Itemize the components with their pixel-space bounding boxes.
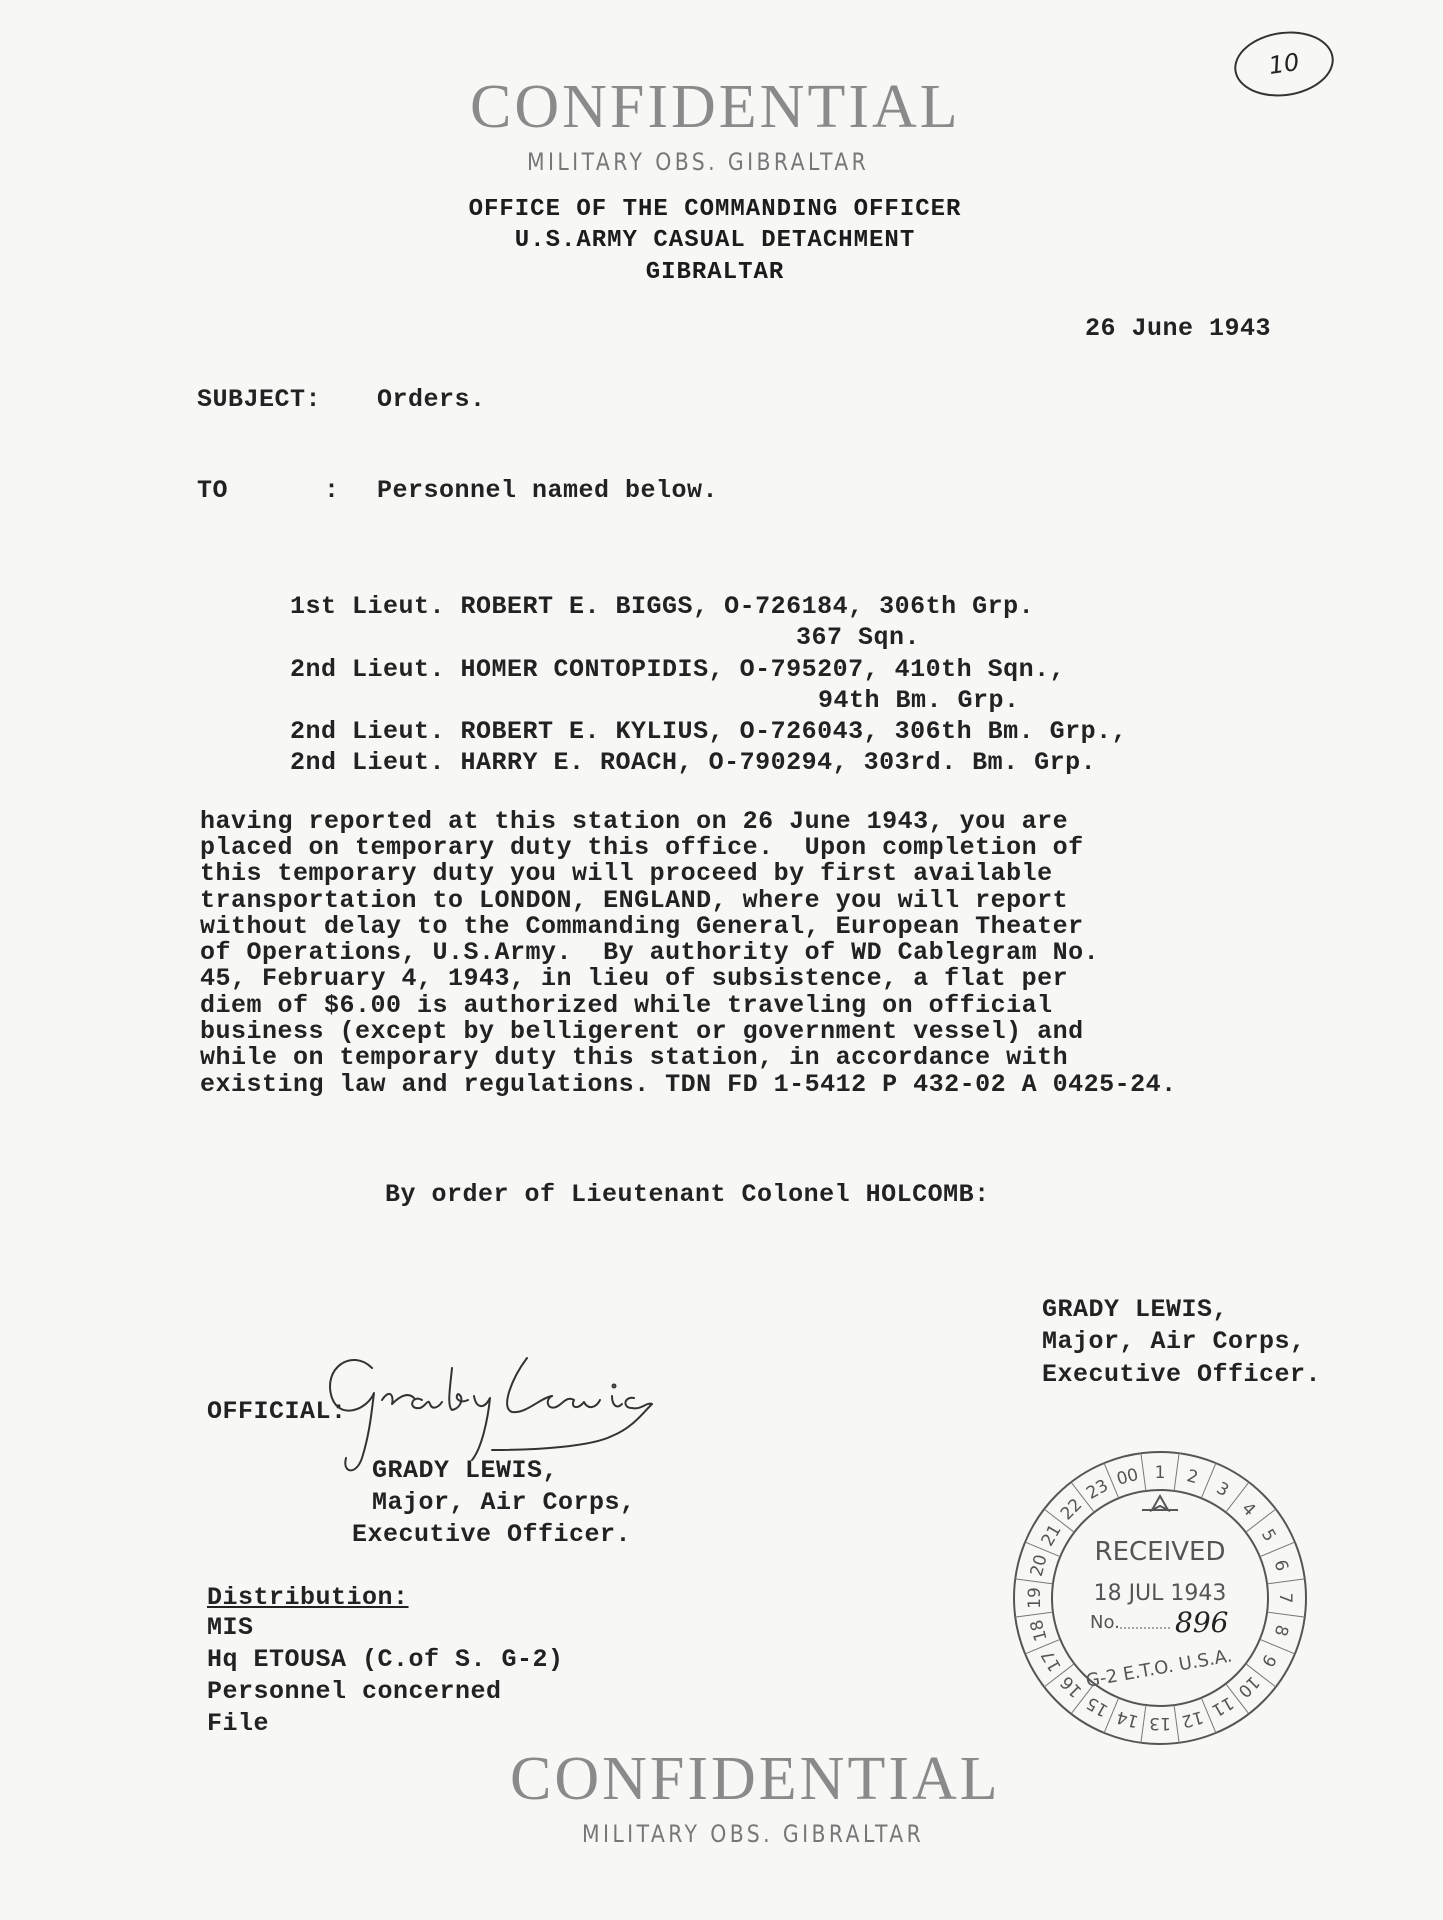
received-date: 18 JUL 1943 — [1093, 1581, 1227, 1606]
airplane-emblem-icon — [1142, 1496, 1178, 1510]
stamp-ring-number: 11 — [1208, 1692, 1237, 1721]
body-line: without delay to the Commanding General, European Theater — [200, 912, 1084, 941]
stamp-ring-divider — [1141, 1705, 1146, 1743]
distribution-item: File — [207, 1709, 270, 1738]
military-obs-stamp-bottom: MILITARY OBS. GIBRALTAR — [582, 1820, 925, 1848]
body-line: this temporary duty you will proceed by first available — [200, 859, 1053, 888]
stamp-ring-number: 14 — [1114, 1706, 1141, 1732]
personnel-line: 2nd Lieut. HARRY E. ROACH, O-790294, 303rd. Bm. Grp. — [290, 748, 1097, 777]
to-value: Personnel named below. — [377, 476, 719, 505]
body-line: having reported at this station on 26 June 1943, you are — [200, 807, 1069, 836]
personnel-line-cont: 367 Sqn. — [796, 623, 921, 652]
stamp-ring-number: 19 — [1025, 1587, 1045, 1609]
stamp-ring-number: 4 — [1237, 1498, 1260, 1521]
to-colon: : — [324, 476, 340, 505]
letterhead-location: GIBRALTAR — [645, 259, 785, 286]
stamp-ring-divider — [1267, 1579, 1305, 1584]
stamp-ring-number: 6 — [1269, 1557, 1292, 1574]
body-line: diem of $6.00 is authorized while traveling on official — [200, 991, 1053, 1020]
to-label: TO — [197, 476, 229, 505]
body-line: placed on temporary duty this office. Upon completion of — [200, 833, 1084, 862]
stamp-ring-number: 16 — [1056, 1671, 1087, 1702]
received-org: G-2 E.T.O. U.S.A. — [1084, 1645, 1234, 1692]
stamp-ring-number: 13 — [1149, 1713, 1171, 1733]
stamp-ring-number: 7 — [1275, 1592, 1295, 1604]
official-rank: Major, Air Corps, — [372, 1488, 636, 1517]
distribution-label: Distribution: — [207, 1583, 409, 1612]
stamp-ring-number: 17 — [1037, 1646, 1066, 1675]
stamp-ring-divider — [1015, 1612, 1053, 1617]
confidential-stamp-bottom: CONFIDENTIAL — [510, 1745, 1001, 1813]
stamp-ring-number: 9 — [1256, 1650, 1280, 1671]
stamp-ring-number: 20 — [1026, 1552, 1052, 1579]
stamp-ring-number: 3 — [1212, 1478, 1233, 1502]
stamp-ring-divider — [1267, 1612, 1305, 1617]
stamp-ring-divider — [1174, 1705, 1179, 1743]
stamp-ring-number: 22 — [1056, 1494, 1087, 1525]
subject-label: SUBJECT: — [197, 385, 322, 414]
stamp-ring-divider — [1015, 1579, 1053, 1584]
distribution-item: MIS — [207, 1613, 254, 1642]
stamp-ring-number: 10 — [1233, 1671, 1264, 1702]
personnel-line: 2nd Lieut. HOMER CONTOPIDIS, O-795207, 410th Sqn., — [290, 655, 1066, 684]
letterhead-office: OFFICE OF THE COMMANDING OFFICER — [468, 196, 962, 223]
stamp-ring-divider — [1174, 1453, 1179, 1491]
stamp-ring-number: 8 — [1269, 1622, 1292, 1639]
personnel-line: 1st Lieut. ROBERT E. BIGGS, O-726184, 306th Grp. — [290, 592, 1035, 621]
signer-name: GRADY LEWIS, — [1042, 1295, 1229, 1324]
by-order-line: By order of Lieutenant Colonel HOLCOMB: — [385, 1180, 990, 1209]
body-line: transportation to LONDON, ENGLAND, where you will report — [200, 886, 1069, 915]
personnel-line: 2nd Lieut. ROBERT E. KYLIUS, O-726043, 306th Bm. Grp., — [290, 717, 1128, 746]
letterhead-detachment: U.S.ARMY CASUAL DETACHMENT — [514, 227, 916, 254]
distribution-item: Personnel concerned — [207, 1677, 502, 1706]
signer-rank: Major, Air Corps, — [1042, 1327, 1306, 1356]
received-no-label: No. — [1090, 1612, 1120, 1633]
subject-value: Orders. — [377, 385, 486, 414]
stamp-ring-number: 2 — [1184, 1466, 1201, 1489]
military-obs-stamp-top: MILITARY OBS. GIBRALTAR — [527, 148, 870, 176]
stamp-ring-number: 1 — [1154, 1463, 1166, 1483]
stamp-ring-number: 23 — [1083, 1475, 1112, 1504]
document-date: 26 June 1943 — [1085, 314, 1272, 343]
official-label: OFFICIAL: — [207, 1397, 347, 1426]
body-line: existing law and regulations. TDN FD 1-5412 P 432-02 A 0425-24. — [200, 1070, 1177, 1099]
received-number: 896 — [1175, 1606, 1229, 1639]
official-name: GRADY LEWIS, — [372, 1456, 559, 1485]
personnel-line-cont: 94th Bm. Grp. — [818, 686, 1020, 715]
stamp-ring-number: 15 — [1083, 1692, 1112, 1721]
distribution-item: Hq ETOUSA (C.of S. G-2) — [207, 1645, 564, 1674]
confidential-stamp-top: CONFIDENTIAL — [470, 73, 961, 141]
page-number-mark: 10 — [1230, 25, 1338, 102]
body-line: 45, February 4, 1943, in lieu of subsistence, a flat per — [200, 964, 1069, 993]
stamp-ring-number: 00 — [1114, 1464, 1141, 1490]
body-line: of Operations, U.S.Army. By authority of WD Cablegram No. — [200, 938, 1100, 967]
received-stamp — [1010, 1448, 1310, 1748]
stamp-ring-divider — [1141, 1453, 1146, 1491]
body-line: business (except by belligerent or government vessel) and — [200, 1017, 1084, 1046]
stamp-ring-number: 18 — [1026, 1617, 1052, 1644]
stamp-ring-number: 12 — [1179, 1706, 1206, 1732]
signer-title: Executive Officer. — [1042, 1360, 1322, 1389]
official-title: Executive Officer. — [352, 1520, 632, 1549]
body-line: while on temporary duty this station, in accordance with — [200, 1043, 1069, 1072]
stamp-ring-number: 5 — [1256, 1525, 1280, 1546]
received-text: RECEIVED — [1094, 1537, 1226, 1567]
stamp-ring-divider — [1260, 1542, 1295, 1557]
stamp-ring-number: 21 — [1037, 1521, 1066, 1550]
